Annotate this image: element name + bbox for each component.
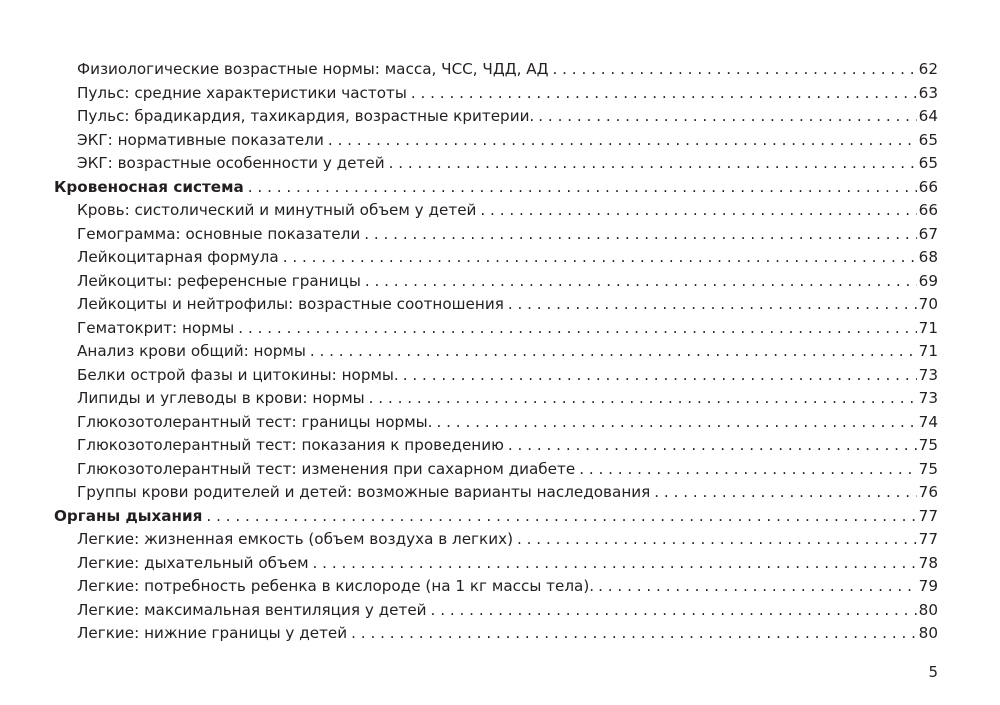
toc-entry-page: 66: [918, 177, 938, 196]
toc-entry[interactable]: [54, 364, 938, 388]
toc-leader-dots: [508, 293, 917, 317]
toc-entry-title: ЭКГ: возрастные особенности у детей: [77, 154, 385, 172]
toc-leader-dots: [238, 317, 916, 341]
toc-entry[interactable]: [54, 270, 938, 294]
toc-entry[interactable]: [54, 481, 938, 505]
toc-entry-page: 66: [918, 201, 938, 219]
toc-entry-page: 77: [918, 530, 938, 548]
toc-entry-page: 65: [918, 154, 938, 172]
toc-entry-page: 64: [918, 107, 938, 125]
toc-entry-title: Липиды и углеводы в крови: нормы: [77, 389, 365, 407]
toc-entry-page: 80: [918, 600, 938, 619]
toc-leader-dots: [365, 270, 917, 294]
toc-entry-title: Легкие: максимальная вентиляция у детей: [77, 600, 427, 619]
toc-entry-title: Гемограмма: основные показатели: [77, 224, 361, 243]
toc-leader-dots: [480, 199, 916, 223]
toc-leader-dots: [328, 129, 917, 153]
toc-entry[interactable]: [54, 622, 938, 646]
toc-entry-title: Анализ крови общий: нормы: [77, 342, 306, 360]
toc-leader-dots: [538, 105, 916, 129]
toc-leader-dots: [313, 552, 917, 576]
toc-leader-dots: [411, 82, 917, 106]
toc-entry-page: 71: [918, 342, 938, 360]
toc-entry-page: 75: [918, 436, 938, 454]
toc-entry[interactable]: [54, 58, 938, 82]
toc-entry-page: 71: [918, 318, 938, 337]
toc-entry-title: Физиологические возрастные нормы: масса, ЧСС, ЧДД, АД: [77, 60, 549, 78]
toc-entry[interactable]: [54, 528, 938, 552]
page-number: 5: [928, 663, 938, 681]
toc-leader-dots: [508, 434, 917, 458]
table-of-contents: [54, 58, 938, 646]
toc-entry-title: Легкие: дыхательный объем: [77, 553, 309, 572]
toc-entry-title: Лейкоциты и нейтрофилы: возрастные соотношения: [77, 295, 504, 313]
toc-leader-dots: [579, 458, 916, 482]
toc-entry-title: ЭКГ: нормативные показатели: [77, 130, 324, 149]
toc-leader-dots: [431, 599, 917, 623]
toc-section-title: Кровеносная система: [54, 177, 244, 196]
toc-entry[interactable]: [54, 199, 938, 223]
toc-entry-page: 62: [918, 60, 938, 78]
toc-entry-title: Глюкозотолерантный тест: показания к проведению: [77, 436, 504, 454]
toc-leader-dots: [206, 505, 916, 529]
toc-leader-dots: [389, 152, 917, 176]
toc-leader-dots: [517, 528, 917, 552]
toc-entry[interactable]: [54, 340, 938, 364]
toc-entry-title: Легкие: жизненная емкость (объем воздуха в легких): [77, 530, 513, 548]
toc-leader-dots: [364, 223, 916, 247]
toc-entry[interactable]: [54, 458, 938, 482]
toc-leader-dots: [403, 364, 917, 388]
toc-entry[interactable]: [54, 246, 938, 270]
toc-entry-title: Белки острой фазы и цитокины: нормы.: [77, 365, 399, 384]
toc-section-title: Органы дыхания: [54, 506, 203, 525]
toc-entry-page: 76: [918, 483, 938, 501]
toc-entry-title: Гематокрит: нормы: [77, 318, 235, 337]
toc-entry[interactable]: [54, 387, 938, 411]
toc-entry[interactable]: [54, 575, 938, 599]
toc-leader-dots: [310, 340, 917, 364]
toc-leader-dots: [283, 246, 917, 270]
toc-entry-title: Лейкоциты: референсные границы: [77, 271, 361, 290]
toc-entry-page: 67: [918, 224, 938, 243]
toc-entry[interactable]: [54, 152, 938, 176]
toc-entry[interactable]: [54, 599, 938, 623]
toc-entry-page: 75: [918, 459, 938, 478]
toc-entry-title: Пульс: брадикардия, тахикардия, возрастные критерии.: [77, 107, 535, 125]
toc-entry-page: 69: [918, 271, 938, 290]
toc-leader-dots: [654, 481, 916, 505]
toc-entry-title: Кровь: систолический и минутный объем у детей: [77, 201, 477, 219]
toc-entry-title: Группы крови родителей и детей: возможные варианты наследования: [77, 483, 651, 501]
toc-entry-title: Глюкозотолерантный тест: границы нормы.: [77, 412, 433, 431]
toc-entry-title: Глюкозотолерантный тест: изменения при сахарном диабете: [77, 459, 576, 478]
toc-section[interactable]: [54, 505, 938, 529]
toc-entry-page: 70: [918, 295, 938, 313]
toc-leader-dots: [436, 411, 916, 435]
toc-entry[interactable]: [54, 552, 938, 576]
toc-entry-page: 63: [918, 83, 938, 102]
toc-entry[interactable]: [54, 105, 938, 129]
toc-entry[interactable]: [54, 317, 938, 341]
toc-leader-dots: [598, 575, 917, 599]
toc-leader-dots: [552, 58, 916, 82]
toc-entry-page: 68: [918, 248, 938, 266]
toc-entry-page: 65: [918, 130, 938, 149]
toc-entry[interactable]: [54, 293, 938, 317]
toc-entry[interactable]: [54, 129, 938, 153]
toc-entry-page: 79: [918, 577, 938, 595]
toc-entry[interactable]: [54, 223, 938, 247]
toc-section[interactable]: [54, 176, 938, 200]
toc-entry-page: 73: [918, 365, 938, 384]
toc-entry-page: 78: [918, 553, 938, 572]
toc-entry-title: Легкие: потребность ребенка в кислороде (на 1 кг массы тела).: [77, 577, 595, 595]
toc-entry[interactable]: [54, 434, 938, 458]
toc-entry-page: 77: [918, 506, 938, 525]
toc-entry-page: 74: [918, 412, 938, 431]
toc-entry-page: 80: [918, 624, 938, 642]
toc-leader-dots: [369, 387, 917, 411]
toc-entry-title: Лейкоцитарная формула: [77, 248, 279, 266]
toc-leader-dots: [351, 622, 917, 646]
toc-entry-title: Пульс: средние характеристики частоты: [77, 83, 407, 102]
toc-entry[interactable]: [54, 411, 938, 435]
toc-entry[interactable]: [54, 82, 938, 106]
toc-entry-page: 73: [918, 389, 938, 407]
toc-entry-title: Легкие: нижние границы у детей: [77, 624, 348, 642]
toc-leader-dots: [248, 176, 917, 200]
